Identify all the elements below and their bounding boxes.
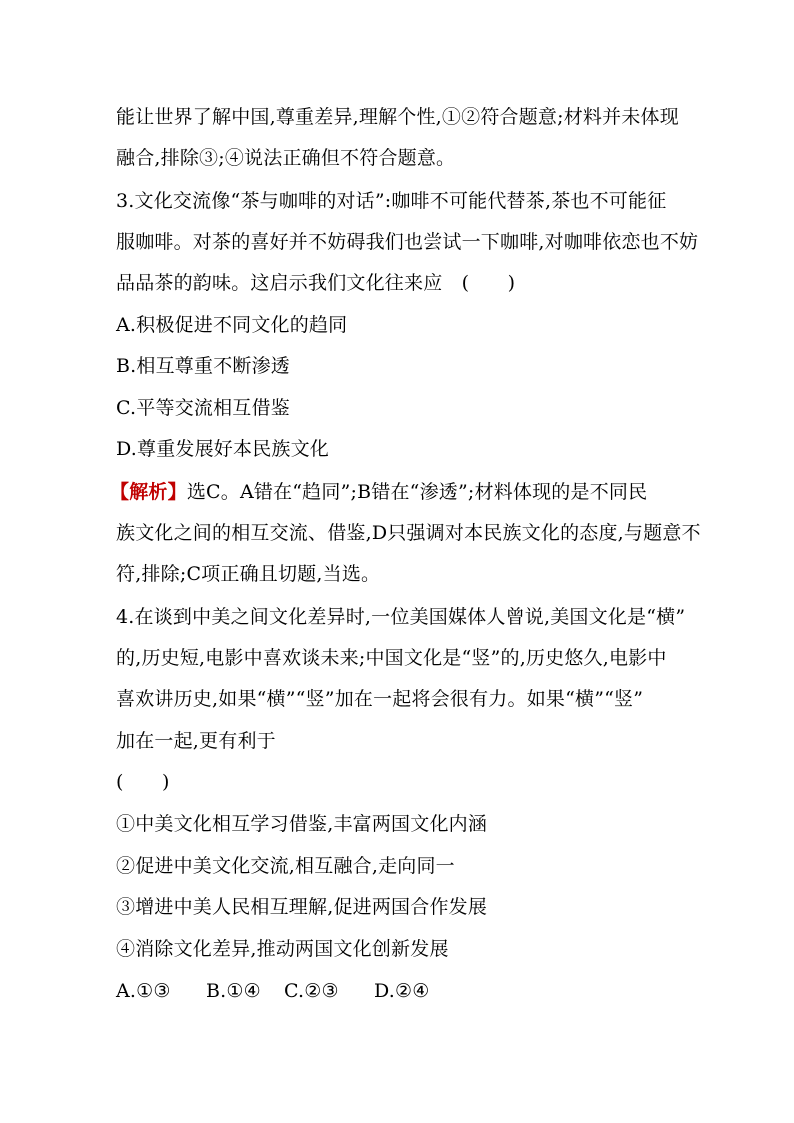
question-4-item-3: ③增进中美人民相互理解,促进两国合作发展 <box>116 896 488 918</box>
explanation-3-line-2: 族文化之间的相互交流、借鉴,D只强调对本民族文化的态度,与题意不 <box>116 522 701 544</box>
question-4-stem-line-1: 4.在谈到中美之间文化差异时,一位美国媒体人曾说,美国文化是“横” <box>116 606 686 628</box>
question-4-item-2: ②促进中美文化交流,相互融合,走向同一 <box>116 855 455 877</box>
explanation-2-line-2: 融合,排除③;④说法正确但不符合题意。 <box>116 147 456 169</box>
question-3-option-b: B.相互尊重不断渗透 <box>116 355 291 377</box>
question-3-option-a: A.积极促进不同文化的趋同 <box>116 314 348 336</box>
question-4-option-a: A.①③ <box>116 980 171 1002</box>
explanation-3-line-1 <box>110 480 647 504</box>
question-4-option-c: C.②③ <box>284 980 339 1002</box>
explanation-2-line-1: 能让世界了解中国,尊重差异,理解个性,①②符合题意;材料并未体现 <box>116 106 679 128</box>
question-4-stem-line-3: 喜欢讲历史,如果“横”“竖”加在一起将会很有力。如果“横”“竖” <box>116 688 644 710</box>
analysis-tag: 【解析】 <box>110 481 187 503</box>
question-4-answer-blank: ( ) <box>116 771 170 793</box>
question-4-option-d: D.②④ <box>374 980 430 1002</box>
question-3-stem-line-3: 品品茶的韵味。这启示我们文化往来应 ( ) <box>116 272 516 294</box>
explanation-3-text-1: 选C。A错在“趋同”;B错在“渗透”;材料体现的是不同民 <box>186 481 648 503</box>
question-4-stem-line-2: 的,历史短,电影中喜欢谈未来;中国文化是“竖”的,历史悠久,电影中 <box>116 647 667 669</box>
question-3-option-d: D.尊重发展好本民族文化 <box>116 438 329 460</box>
question-3-stem-line-2: 服咖啡。对茶的喜好并不妨碍我们也尝试一下咖啡,对咖啡依恋也不妨 <box>116 231 699 253</box>
question-3-option-c: C.平等交流相互借鉴 <box>116 397 290 419</box>
question-3-stem-line-1: 3.文化交流像“茶与咖啡的对话”:咖啡不可能代替茶,茶也不可能征 <box>116 190 667 212</box>
question-4-stem-line-4: 加在一起,更有利于 <box>116 730 276 752</box>
question-4-option-b: B.①④ <box>206 980 261 1002</box>
question-4-item-4: ④消除文化差异,推动两国文化创新发展 <box>116 938 449 960</box>
explanation-3-line-3: 符,排除;C项正确且切题,当选。 <box>116 563 381 585</box>
question-4-item-1: ①中美文化相互学习借鉴,丰富两国文化内涵 <box>116 813 488 835</box>
question-4-options <box>116 979 429 1003</box>
